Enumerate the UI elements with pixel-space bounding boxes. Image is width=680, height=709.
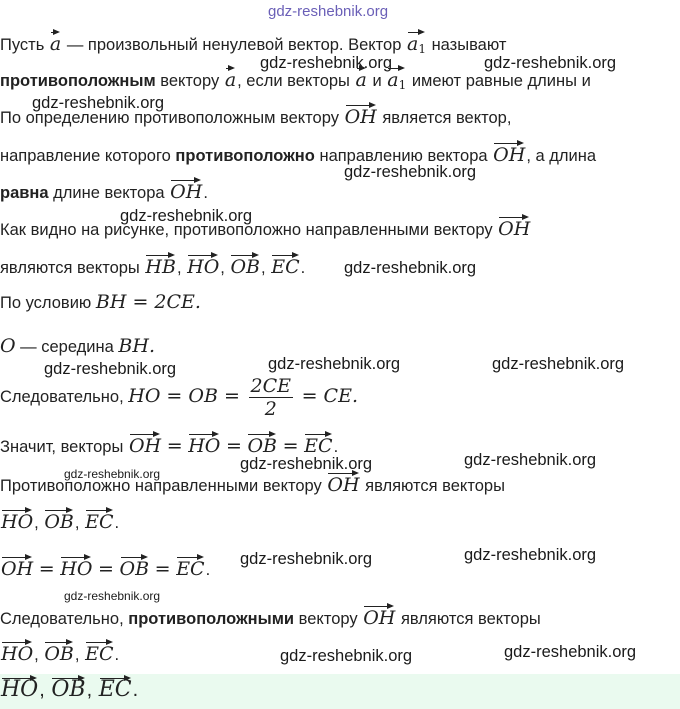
vector-a1: $a_1$ [387,68,406,97]
text-line-8: По условию BH = 2CE. [0,291,201,313]
math-expression: BH = 2CE. [95,291,201,313]
text-line-12: Противоположно направленными вектору OH являются векторы [0,474,505,496]
vector-OH: OH [344,106,377,128]
text-line-13: HO, OB, EC. [1,511,120,533]
watermark: gdz-reshebnik.org [464,546,597,564]
vector-HO: HO [187,256,220,278]
watermark: gdz-reshebnik.org [504,643,637,661]
vector-OH: OH [498,218,531,240]
bold-term: противоположными [128,610,295,628]
text-line-2: противоположным вектору a, если векторы a и $a_1$ имеют равные длины и [0,68,591,97]
bold-term: равна [0,184,49,202]
text-line-1 [0,32,506,61]
watermark: gdz-reshebnik.org [268,355,401,373]
vector-a: a [224,69,237,91]
watermark: gdz-reshebnik.org [32,94,165,112]
watermark: gdz-reshebnik.org [484,54,617,72]
watermark: gdz-reshebnik.org [120,207,253,225]
watermark: gdz-reshebnik.org [240,550,373,568]
watermark: gdz-reshebnik.org [344,163,477,181]
watermark: gdz-reshebnik.org [64,589,161,603]
watermark: gdz-reshebnik.org [464,451,597,469]
text-line-10: Следовательно, HO = OB = $\frac{2CE}{2}$ = CE. [0,375,358,420]
text-line-16: HO, OB, EC. [1,643,120,665]
vector-OH: OH [493,144,526,166]
watermark: gdz-reshebnik.org [240,455,373,473]
vector-EC: EC [271,256,300,278]
vector-OH: OH [170,181,203,203]
watermark: gdz-reshebnik.org [64,467,161,481]
bold-term: противоположным [0,72,156,90]
bold-term: противоположно [175,147,315,165]
text: — произвольный ненулевой вектор. Вектор [66,36,402,54]
watermark-top: gdz-reshebnik.org [268,3,389,20]
text-line-11: Значит, векторы OH = HO = OB = EC. [0,435,339,457]
vector-a1: $a_1$ [407,32,426,61]
text-line-9: O — середина BH. [0,335,155,357]
text-line-7: являются векторы HB, HO, OB, EC. [0,256,306,278]
text: Пусть [0,36,45,54]
text-line-3: По определению противоположным вектору OH является вектор, [0,106,512,128]
watermark: gdz-reshebnik.org [492,355,625,373]
vector-OB: OB [230,256,261,278]
vector-a: a [355,69,367,91]
vector-OH: OH [327,474,360,496]
watermark: gdz-reshebnik.org [260,54,393,72]
text-line-4: направление которого противоположно направлению вектора OH, а длина [0,144,597,166]
fraction: $\frac{2CE}{2}$ [250,375,291,420]
text-line-14: OH = HO = OB = EC. [1,558,211,580]
text: называют [431,36,507,54]
vector-a: a [49,33,62,55]
text-line-6: Как видно на рисунке, противоположно направленными вектору OH [0,218,531,240]
text-line-15: Следовательно, противоположными вектору OH являются векторы [0,607,541,629]
text-line-5: равна длине вектора OH. [0,181,208,203]
watermark: gdz-reshebnik.org [344,259,477,277]
vector-HB: HB [145,256,176,278]
watermark: gdz-reshebnik.org [44,360,177,378]
vector-OH: OH [363,607,396,629]
watermark: gdz-reshebnik.org [280,647,413,665]
answer-line: HO, OB, EC. [1,677,139,702]
